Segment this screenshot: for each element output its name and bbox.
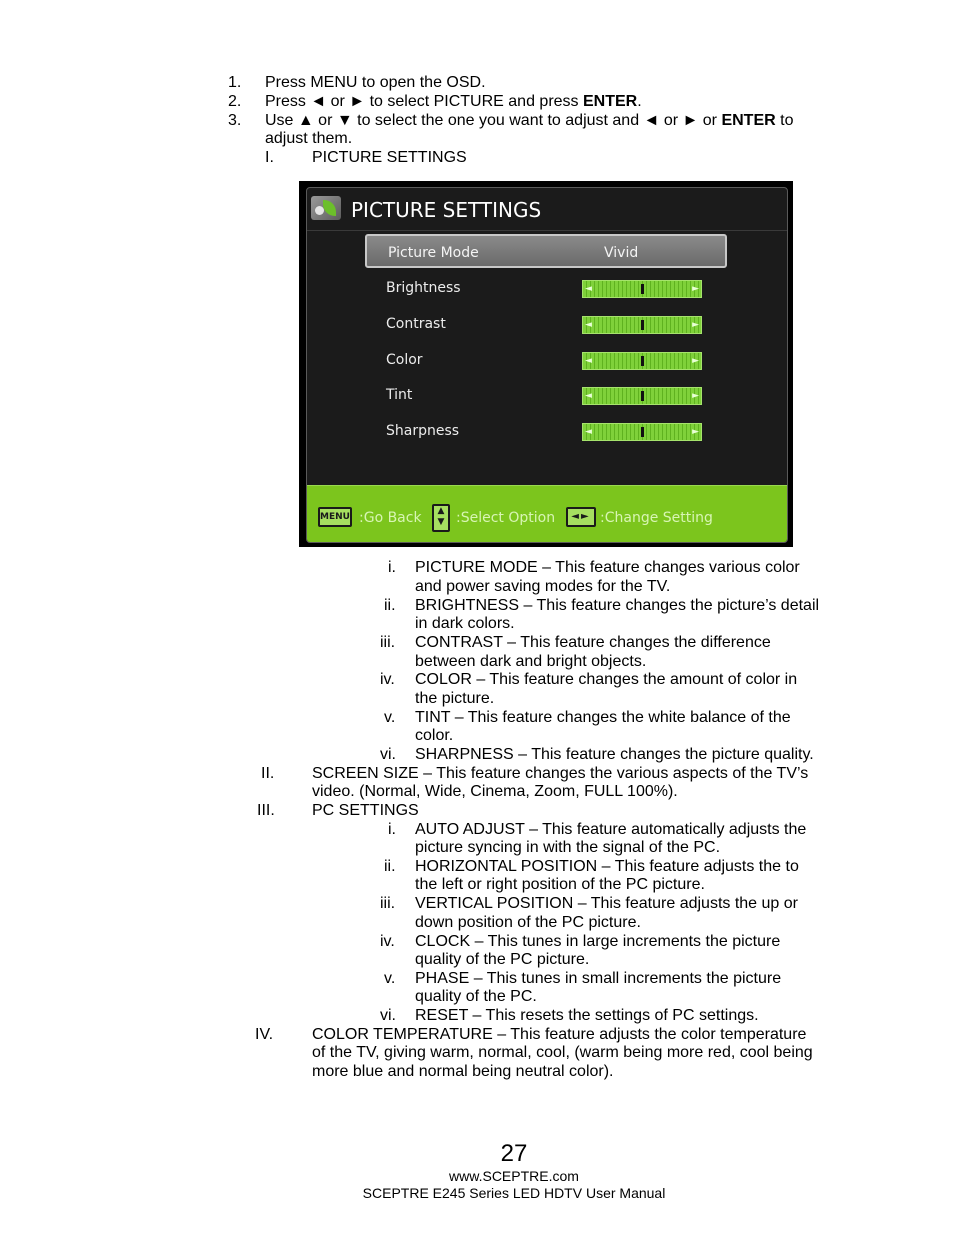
pc-item-5-number: v. bbox=[384, 970, 396, 987]
pc-item-3-number: iii. bbox=[380, 895, 396, 912]
osd-row-brightness[interactable] bbox=[365, 271, 727, 305]
pc-item-5-text-cont: quality of the PC. bbox=[415, 988, 537, 1005]
enter-key-label: ENTER bbox=[721, 112, 776, 129]
picture-item-1-number: i. bbox=[388, 559, 396, 576]
up-down-arrows-icon: ▲ ▼ bbox=[432, 504, 450, 532]
picture-item-2-number: ii. bbox=[384, 597, 396, 614]
picture-item-1-text-cont: and power saving modes for the TV. bbox=[415, 578, 671, 595]
picture-item-4-text: COLOR – This feature changes the amount of color in bbox=[415, 671, 798, 688]
picture-item-6-number: vi. bbox=[380, 746, 396, 763]
section-ii-text-cont: video. (Normal, Wide, Cinema, Zoom, FULL 100%). bbox=[312, 783, 678, 800]
slider-knob bbox=[641, 356, 644, 366]
step-2-number: 2. bbox=[228, 93, 242, 110]
osd-row-tint[interactable] bbox=[365, 378, 727, 412]
osd-row-sharpness[interactable] bbox=[365, 414, 727, 448]
osd-row-label: Color bbox=[386, 352, 423, 368]
menu-key-icon: MENU bbox=[318, 507, 352, 527]
osd-panel bbox=[306, 187, 788, 543]
osd-screenshot bbox=[299, 181, 793, 547]
pc-item-1-text-cont: picture syncing in with the signal of the PC. bbox=[415, 839, 721, 856]
osd-row-label: Tint bbox=[386, 387, 413, 403]
section-iv-text: COLOR TEMPERATURE – This feature adjusts the color temperature bbox=[312, 1026, 807, 1043]
section-iii-number: III. bbox=[257, 802, 275, 819]
picture-item-3-text: CONTRAST – This feature changes the difference bbox=[415, 634, 771, 651]
picture-item-2-text: BRIGHTNESS – This feature changes the picture’s detail bbox=[415, 597, 820, 614]
picture-item-4-text-cont: the picture. bbox=[415, 690, 495, 707]
section-iv-text-cont: of the TV, giving warm, normal, cool, (warm being more red, cool being bbox=[312, 1044, 813, 1061]
section-ii-number: II. bbox=[261, 765, 275, 782]
manual-title: SCEPTRE E245 Series LED HDTV User Manual bbox=[362, 1185, 666, 1201]
slider-knob bbox=[641, 427, 644, 437]
step-1-text: Press MENU to open the OSD. bbox=[265, 74, 486, 91]
osd-title: PICTURE SETTINGS bbox=[351, 198, 542, 222]
picture-item-5-text: TINT – This feature changes the white balance of the bbox=[415, 709, 791, 726]
osd-row-label: Picture Mode bbox=[388, 245, 479, 261]
osd-divider bbox=[307, 230, 787, 231]
step-3-text: Use ▲ or ▼ to select the one you want to adjust and ◄ or ► or ENTER to bbox=[265, 112, 794, 129]
slider-knob bbox=[641, 391, 644, 401]
osd-row-label: Contrast bbox=[386, 316, 446, 332]
osd-row-label: Sharpness bbox=[386, 423, 460, 439]
picture-item-3-text-cont: between dark and bright objects. bbox=[415, 653, 647, 670]
picture-item-5-number: v. bbox=[384, 709, 396, 726]
sharpness-slider[interactable]: ◄ ► bbox=[582, 423, 702, 441]
enter-key-label: ENTER bbox=[583, 93, 638, 110]
color-slider[interactable]: ◄ ► bbox=[582, 352, 702, 370]
select-option-hint: :Select Option bbox=[456, 510, 556, 526]
pc-item-4-text: CLOCK – This tunes in large increments the picture bbox=[415, 933, 781, 950]
picture-item-2-text-cont: in dark colors. bbox=[415, 615, 515, 632]
contrast-slider[interactable]: ◄ ► bbox=[582, 316, 702, 334]
picture-item-5-text-cont: color. bbox=[415, 727, 454, 744]
section-iv-text-cont-2: more blue and normal being neutral color). bbox=[312, 1063, 614, 1080]
go-back-hint: :Go Back bbox=[359, 510, 422, 526]
pc-item-3-text: VERTICAL POSITION – This feature adjusts the up or bbox=[415, 895, 798, 912]
change-setting-hint: :Change Setting bbox=[600, 510, 713, 526]
osd-row-label: Brightness bbox=[386, 280, 461, 296]
step-1-number: 1. bbox=[228, 74, 242, 91]
brightness-slider[interactable]: ◄ ► bbox=[582, 280, 702, 298]
section-i-number: I. bbox=[265, 149, 274, 166]
pc-item-2-number: ii. bbox=[384, 858, 396, 875]
step-2-text: Press ◄ or ► to select PICTURE and press ENTER. bbox=[265, 93, 642, 110]
page-number: 27 bbox=[500, 1140, 528, 1167]
picture-item-3-number: iii. bbox=[380, 634, 396, 651]
osd-row-picture-mode[interactable] bbox=[365, 234, 727, 268]
website-text: www.SCEPTRE.com bbox=[449, 1168, 579, 1184]
osd-footer bbox=[307, 485, 787, 543]
osd-row-contrast[interactable] bbox=[365, 307, 727, 341]
pc-item-1-text: AUTO ADJUST – This feature automatically adjusts the bbox=[415, 821, 807, 838]
pc-item-2-text: HORIZONTAL POSITION – This feature adjusts the to bbox=[415, 858, 799, 875]
picture-logo-icon bbox=[311, 196, 341, 220]
slider-knob bbox=[641, 320, 644, 330]
step-3-text-cont: adjust them. bbox=[265, 130, 353, 147]
step-3-number: 3. bbox=[228, 112, 242, 129]
section-ii-text: SCREEN SIZE – This feature changes the various aspects of the TV’s bbox=[312, 765, 809, 782]
section-iii-title: PC SETTINGS bbox=[312, 802, 419, 819]
left-right-arrows-icon: ◄► bbox=[566, 507, 596, 527]
pc-item-2-text-cont: the left or right position of the PC picture. bbox=[415, 876, 705, 893]
osd-row-color[interactable] bbox=[365, 343, 727, 377]
picture-item-4-number: iv. bbox=[380, 671, 395, 688]
section-i-title: PICTURE SETTINGS bbox=[312, 149, 467, 166]
slider-knob bbox=[641, 284, 644, 294]
picture-item-1-text: PICTURE MODE – This feature changes various color bbox=[415, 559, 800, 576]
osd-row-value: Vivid bbox=[604, 245, 639, 261]
pc-item-6-number: vi. bbox=[380, 1007, 396, 1024]
tint-slider[interactable]: ◄ ► bbox=[582, 387, 702, 405]
pc-item-4-text-cont: quality of the PC picture. bbox=[415, 951, 590, 968]
section-iv-number: IV. bbox=[255, 1026, 274, 1043]
pc-item-1-number: i. bbox=[388, 821, 396, 838]
picture-item-6-text: SHARPNESS – This feature changes the picture quality. bbox=[415, 746, 814, 763]
pc-item-6-text: RESET – This resets the settings of PC settings. bbox=[415, 1007, 759, 1024]
pc-item-3-text-cont: down position of the PC picture. bbox=[415, 914, 641, 931]
pc-item-4-number: iv. bbox=[380, 933, 395, 950]
pc-item-5-text: PHASE – This tunes in small increments the picture bbox=[415, 970, 782, 987]
